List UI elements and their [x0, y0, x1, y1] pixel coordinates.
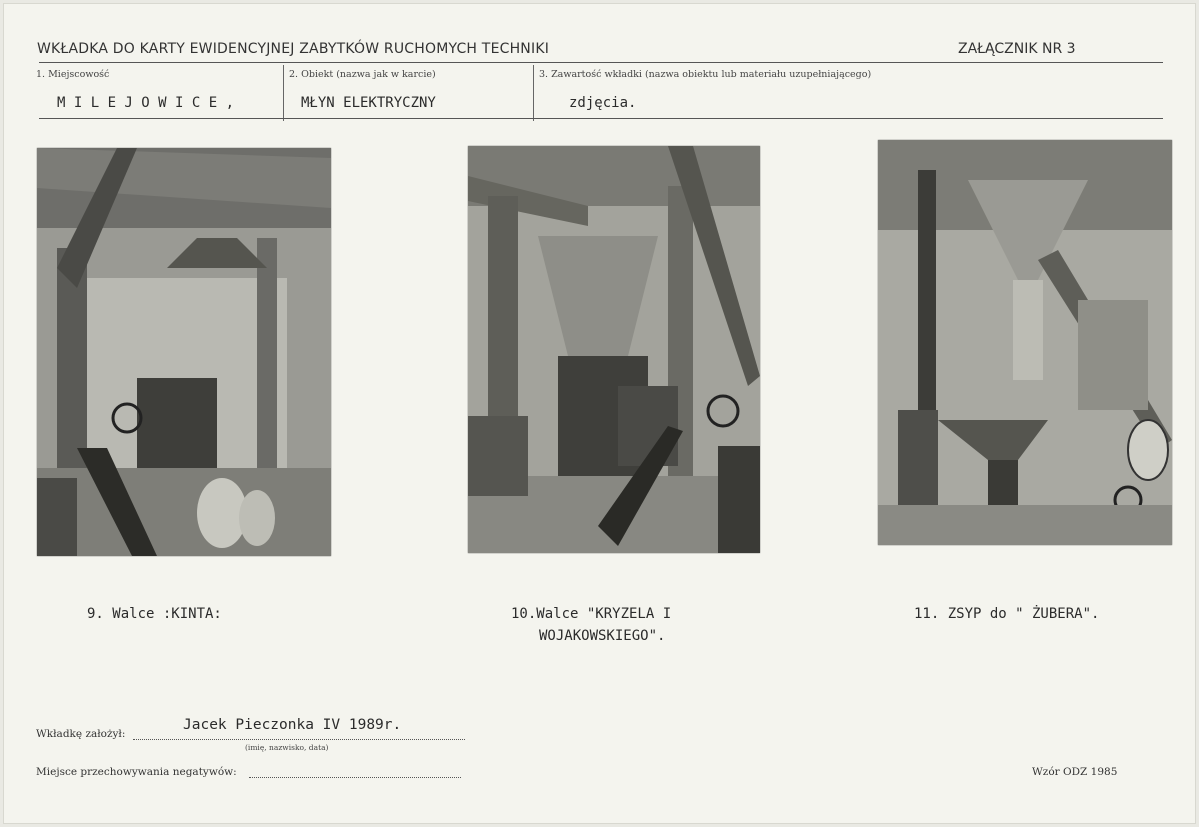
author-value: Jacek Pieczonka IV 1989r. [183, 717, 402, 733]
form-sheet [3, 3, 1196, 824]
field-label-location: 1. Miejscowość [36, 69, 110, 80]
caption-line: 9. Walce :KINTA: [87, 606, 222, 622]
storage-label: Miejsce przechowywania negatywów: [36, 766, 237, 778]
mill-interior-photo-3 [878, 140, 1172, 545]
caption-line: WOJAKOWSKIEGO". [539, 628, 666, 644]
field-label-contents: 3. Zawartość wkładki (nazwa obiektu lub materiału uzupełniającego) [539, 69, 872, 80]
caption-line: 11. ZSYP do " ŻUBERA". [914, 606, 1100, 622]
template-version: Wzór ODZ 1985 [1032, 766, 1118, 778]
caption-line: 10.Walce "KRYZELA I [511, 606, 672, 622]
author-label: Wkładkę założył: [36, 728, 126, 740]
photo-1 [37, 148, 331, 556]
field-separator-2 [533, 65, 534, 121]
form-title: WKŁADKA DO KARTY EWIDENCYJNEJ ZABYTKÓW RUCHOMYCH TECHNIKI [37, 41, 550, 57]
photo-1-caption [87, 603, 222, 625]
storage-dotted-line [249, 777, 461, 778]
author-dotted-line [133, 739, 465, 740]
header-rule-top [39, 62, 1163, 63]
field-value-contents: zdjęcia. [569, 95, 637, 111]
field-value-object: MŁYN ELEKTRYCZNY [301, 95, 436, 111]
field-value-location: M I L E J O W I C E , [57, 95, 235, 111]
photo-3 [878, 140, 1172, 545]
field-label-object: 2. Obiekt (nazwa jak w karcie) [289, 69, 436, 80]
photo-3-caption [914, 603, 1099, 625]
mill-interior-photo-2 [468, 146, 760, 553]
author-hint: (imię, nazwisko, data) [245, 743, 329, 752]
photo-2-caption [511, 603, 671, 647]
photo-2 [468, 146, 760, 553]
mill-interior-photo-1 [37, 148, 331, 556]
attachment-number: ZAŁĄCZNIK NR 3 [958, 41, 1076, 57]
header-rule-bottom [39, 118, 1163, 119]
field-separator-1 [283, 65, 284, 121]
